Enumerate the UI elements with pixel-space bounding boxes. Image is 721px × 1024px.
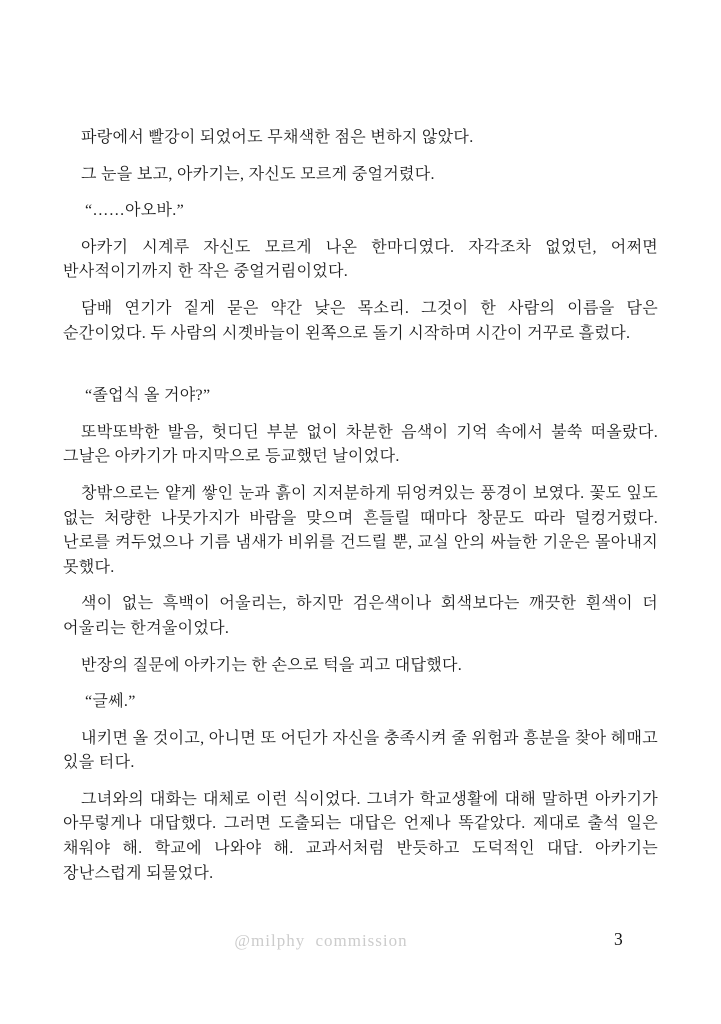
body-paragraph: 창밖으로는 얕게 쌓인 눈과 흙이 지저분하게 뒤엉켜있는 풍경이 보였다. 꽃도 잎도 없는 처량한 나뭇가지가 바람을 맞으며 흔들릴 때마다 창문도 따라 덜컹거렸다. 난로를 켜두었으나 기름 냄새가 비위를 건드릴 뿐, 교실 안의 싸늘한 기운은 몰아내지 못했다. [63,484,658,576]
scene-break [63,358,658,384]
body-paragraph: 그 눈을 보고, 아카기는, 자신도 모르게 중얼거렸다. [81,165,435,183]
watermark: @milphy commission [234,931,408,950]
dialogue-paragraph: “졸업식 올 거야?” [85,387,211,405]
body-paragraph: 내키면 올 것이고, 아니면 또 어딘가 자신을 충족시켜 줄 위험과 흥분을 찾아 헤매고 있을 터다. [63,729,658,772]
page-number: 3 [614,929,623,949]
body-paragraph: 또박또박한 발음, 헛디딘 부분 없이 차분한 음색이 기억 속에서 불쑥 떠올랐다. 그날은 아카기가 마지막으로 등교했던 날이었다. [63,423,658,466]
body-paragraph: 색이 없는 흑백이 어울리는, 하지만 검은색이나 회색보다는 깨끗한 흰색이 더 어울리는 한겨울이었다. [63,595,658,637]
dialogue-paragraph: “……아오바.” [85,202,184,220]
body-paragraph: 반장의 질문에 아카기는 한 손으로 턱을 괴고 대답했다. [81,656,463,674]
body-paragraph: 그녀와의 대화는 대체로 이런 식이었다. 그녀가 학교생활에 대해 말하면 아카기가 아무렇게나 대답했다. 그러면 도출되는 대답은 언제나 똑같았다. 제대로 출석 일은 채워야 해. 학교에 나와야 해. 교과서처럼 반듯하고 도덕적인 대답. 아카기는 장난스럽게 되물었다. [63,790,658,882]
body-paragraph: 담배 연기가 짙게 묻은 약간 낮은 목소리. 그것이 한 사람의 이름을 담은 순간이었다. 두 사람의 시곗바늘이 왼쪽으로 돌기 시작하며 시간이 거꾸로 흘렀다. [63,299,658,342]
body-paragraph: 아카기 시계루 자신도 모르게 나온 한마디였다. 자각조차 없었던, 어쩌면 반사적이기까지 한 작은 중얼거림이었다. [63,238,658,281]
dialogue-paragraph: “글쎄.” [85,693,136,711]
page-body [63,126,658,898]
body-paragraph: 파랑에서 빨강이 되었어도 무채색한 점은 변하지 않았다. [81,129,474,146]
